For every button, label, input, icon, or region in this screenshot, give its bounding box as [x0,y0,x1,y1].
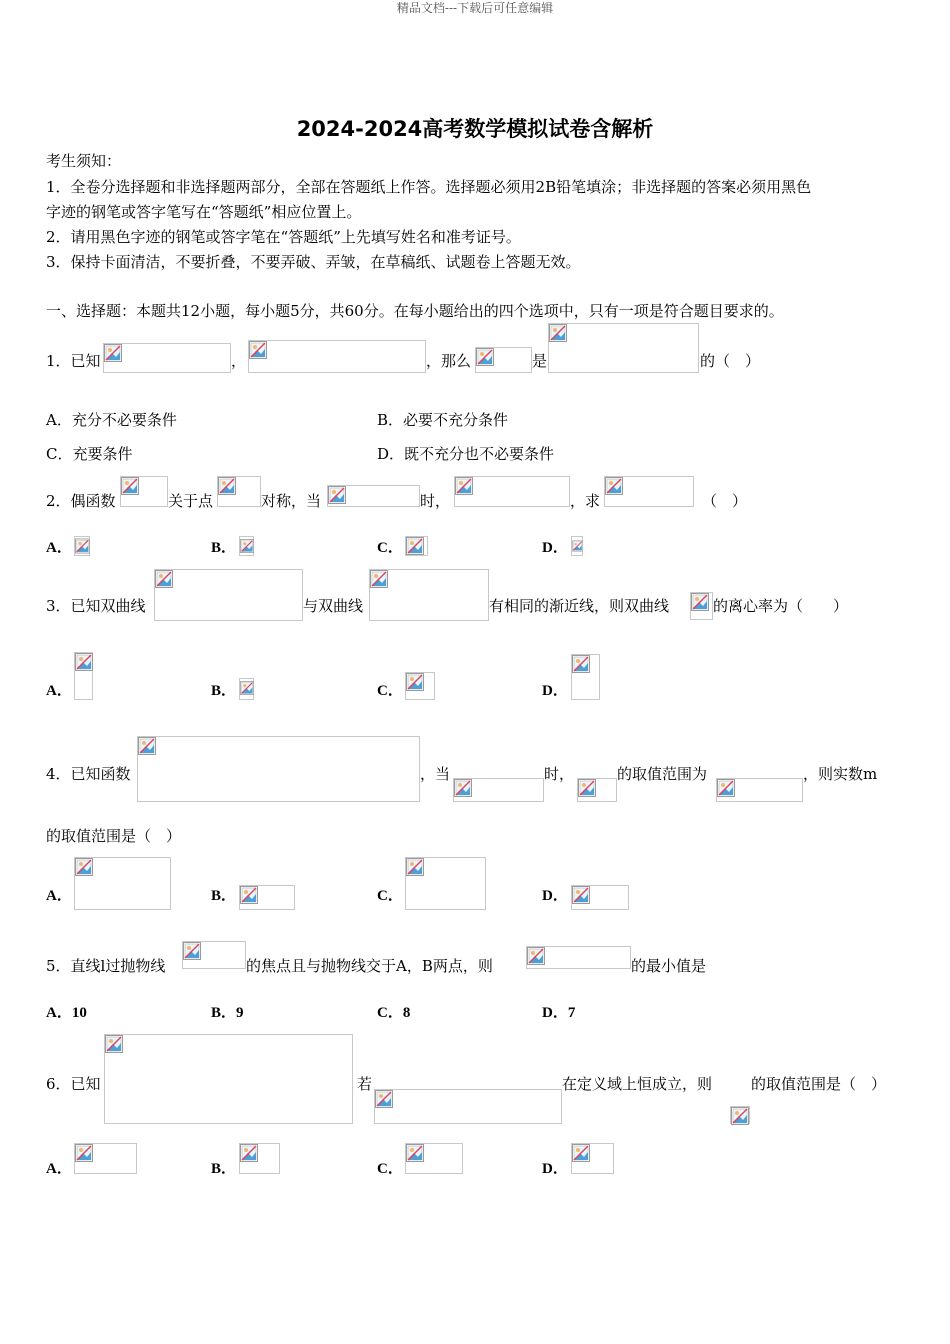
broken-image-icon [375,1090,393,1108]
broken-image-icon [476,348,494,366]
broken-image-icon [183,942,201,960]
q4-formula-1 [137,736,420,802]
q1-lead: 1．已知 [46,352,101,370]
q5-lead: 5．直线l过抛物线 [46,957,166,975]
option-label: A． [46,540,72,556]
notice-item-2: 2．请用黑色字迹的钢笔或答字笔在“答题纸”上先填写姓名和准考证号。 [46,228,521,246]
q4-formula-3 [577,778,617,802]
q3-tail: 的离心率为（ ） [713,597,849,615]
q4-option-b[interactable] [211,886,236,905]
notice-heading: 考生须知： [46,152,122,170]
q4-option-a-image [74,857,171,910]
broken-image-icon [104,344,122,362]
q2-formula-4 [454,476,570,507]
broken-image-icon [75,537,90,555]
q3-option-a-image [74,652,93,700]
q4-when: ，当 [420,765,451,783]
broken-image-icon [731,1107,749,1125]
q3-option-b-image [239,678,254,700]
q3-same: 有相同的渐近线，则双曲线 [489,597,670,615]
option-label: B． [211,888,237,904]
option-label: B． [211,683,237,699]
q4-formula-2 [453,778,544,802]
broken-image-icon [121,477,139,495]
q1-formula-2 [248,340,426,373]
q3-with: 与双曲线 [303,597,364,615]
broken-image-icon [572,537,583,555]
q6-option-d-image [571,1143,614,1174]
option-label: C． [377,683,403,699]
q1-option-a[interactable]: A．充分不必要条件 [46,411,177,429]
q2-formula-5 [604,476,694,507]
q3-option-c-image [405,672,435,700]
q4-option-c[interactable] [377,886,403,905]
notice-item-1: 1．全卷分选择题和非选择题两部分，全部在答题纸上作答。选择题必须用2B铅笔填涂；非选择题的答案必须用黑色 [46,178,812,196]
q3-formula-2 [369,569,489,621]
q1-formula-1 [103,343,231,373]
notice-item-3: 3．保持卡面清洁，不要折叠，不要弄破、弄皱，在草稿纸、试题卷上答题无效。 [46,253,581,271]
q2-option-d-image [571,536,583,556]
q6-option-b[interactable] [211,1159,236,1178]
option-label: D． [542,683,568,699]
q4-range: 的取值范围为 [617,765,708,783]
q1-tail: 的（ ） [700,352,761,370]
q2-option-c-image [405,536,428,556]
q2-option-b-image [239,536,254,556]
broken-image-icon [605,477,623,495]
broken-image-icon [218,477,236,495]
option-label: A． [46,888,72,904]
q4-option-c-image [405,857,486,910]
q2-find: ，求 [570,492,601,510]
q2-about: 关于点 [168,492,214,510]
q5-option-c[interactable]: C．8 [377,1005,411,1021]
broken-image-icon [549,324,567,342]
section-heading: 一、选择题：本题共12小题，每小题5分，共60分。在每小题给出的四个选项中，只有一项是符合题目要求的。 [46,302,784,320]
q2-option-b[interactable] [211,538,236,557]
q4-option-d[interactable] [542,886,568,905]
broken-image-icon [240,537,254,555]
option-label: D． [542,888,568,904]
q6-holds: 在定义域上恒成立，则 [562,1075,713,1093]
q6-option-c[interactable] [377,1159,403,1178]
q5-formula-2 [526,946,631,969]
q2-tail: （ ） [702,492,748,510]
q4-option-d-image [571,885,629,910]
option-label: A． [46,1161,72,1177]
q4-option-a[interactable] [46,886,72,905]
broken-image-icon [406,537,424,555]
q1-is: 是 [532,352,548,370]
q3-option-a[interactable] [46,681,72,700]
q2-option-c[interactable] [377,538,403,557]
broken-image-icon [240,886,258,904]
broken-image-icon [572,886,590,904]
broken-image-icon [455,477,473,495]
q2-formula-1 [120,476,168,507]
page-title: 2024-2024高考数学模拟试卷含解析 [296,117,654,141]
broken-image-icon [240,1144,258,1162]
q2-when: 时， [420,492,451,510]
q1-option-c[interactable]: C．充要条件 [46,445,133,463]
page-header: 精品文档---下载后可任意编辑 [396,1,554,15]
option-label: C． [377,540,403,556]
broken-image-icon [370,570,388,588]
option-label: B． [211,540,237,556]
q6-if: 若 [357,1075,373,1093]
q6-tail: 的取值范围是（ ） [751,1075,887,1093]
q2-formula-2 [217,476,261,507]
q5-focus: 的焦点且与抛物线交于A，B两点，则 [246,957,493,975]
q4-line2: 的取值范围是（ ） [46,827,182,845]
broken-image-icon [249,341,267,359]
broken-image-icon [155,570,173,588]
broken-image-icon [454,779,472,797]
option-label: D． [542,1161,568,1177]
q3-formula-3 [690,592,713,620]
q3-lead: 3．已知双曲线 [46,597,146,615]
q6-lead: 6．已知 [46,1075,101,1093]
q4-option-b-image [239,885,295,910]
broken-image-icon [75,653,93,671]
q3-formula-1 [154,569,303,621]
q5-tail: 的最小值是 [631,957,707,975]
broken-image-icon [240,679,254,697]
option-label: A． [46,683,72,699]
broken-image-icon [406,858,424,876]
broken-image-icon [578,779,596,797]
notice-item-1-cont: 字迹的钢笔或答字笔写在“答题纸”相应位置上。 [46,203,362,221]
q2-option-a-image [74,536,90,556]
q3-option-d[interactable] [542,681,568,700]
q6-formula-1 [104,1034,353,1124]
broken-image-icon [75,858,93,876]
q1-option-d[interactable]: D．既不充分也不必要条件 [377,445,555,463]
q6-option-d[interactable] [542,1159,568,1178]
option-label: C． [377,1161,403,1177]
q2-option-a[interactable] [46,538,72,557]
q1-then: ，那么 [426,352,472,370]
broken-image-icon [691,593,709,611]
q5-option-d[interactable]: D．7 [542,1005,576,1021]
option-label: B． [211,1161,237,1177]
q5-formula-1 [182,941,246,969]
q1-formula-4 [548,323,699,373]
q4-formula-4 [716,778,803,802]
q2-lead: 2．偶函数 [46,492,116,510]
q5-option-b[interactable]: B．9 [211,1005,244,1021]
q2-option-d[interactable] [542,538,568,557]
broken-image-icon [406,673,424,691]
broken-image-icon [328,486,346,504]
q6-option-b-image [239,1143,280,1174]
broken-image-icon [572,655,590,673]
q4-real: ，则实数m [803,765,878,783]
q3-option-c[interactable] [377,681,403,700]
q1-comma: ， [231,352,247,370]
q6-option-a-image [74,1143,137,1174]
q6-formula-2 [374,1089,562,1124]
q4-time: 时， [544,765,575,783]
q6-option-c-image [405,1143,463,1174]
broken-image-icon [527,947,545,965]
q6-option-a[interactable] [46,1159,72,1178]
q3-option-d-image [571,654,600,700]
q1-option-b[interactable]: B．必要不充分条件 [377,411,509,429]
broken-image-icon [572,1144,590,1162]
broken-image-icon [406,1144,424,1162]
broken-image-icon [138,737,156,755]
option-label: D． [542,540,568,556]
q4-lead: 4．已知函数 [46,765,131,783]
q6-formula-3 [730,1106,750,1124]
broken-image-icon [717,779,735,797]
q3-option-b[interactable] [211,681,236,700]
q5-option-a[interactable]: A．10 [46,1005,87,1021]
option-label: C． [377,888,403,904]
broken-image-icon [75,1144,93,1162]
q2-sym: 对称，当 [261,492,322,510]
broken-image-icon [105,1035,123,1053]
q1-formula-3 [475,347,532,373]
q2-formula-3 [327,485,420,507]
